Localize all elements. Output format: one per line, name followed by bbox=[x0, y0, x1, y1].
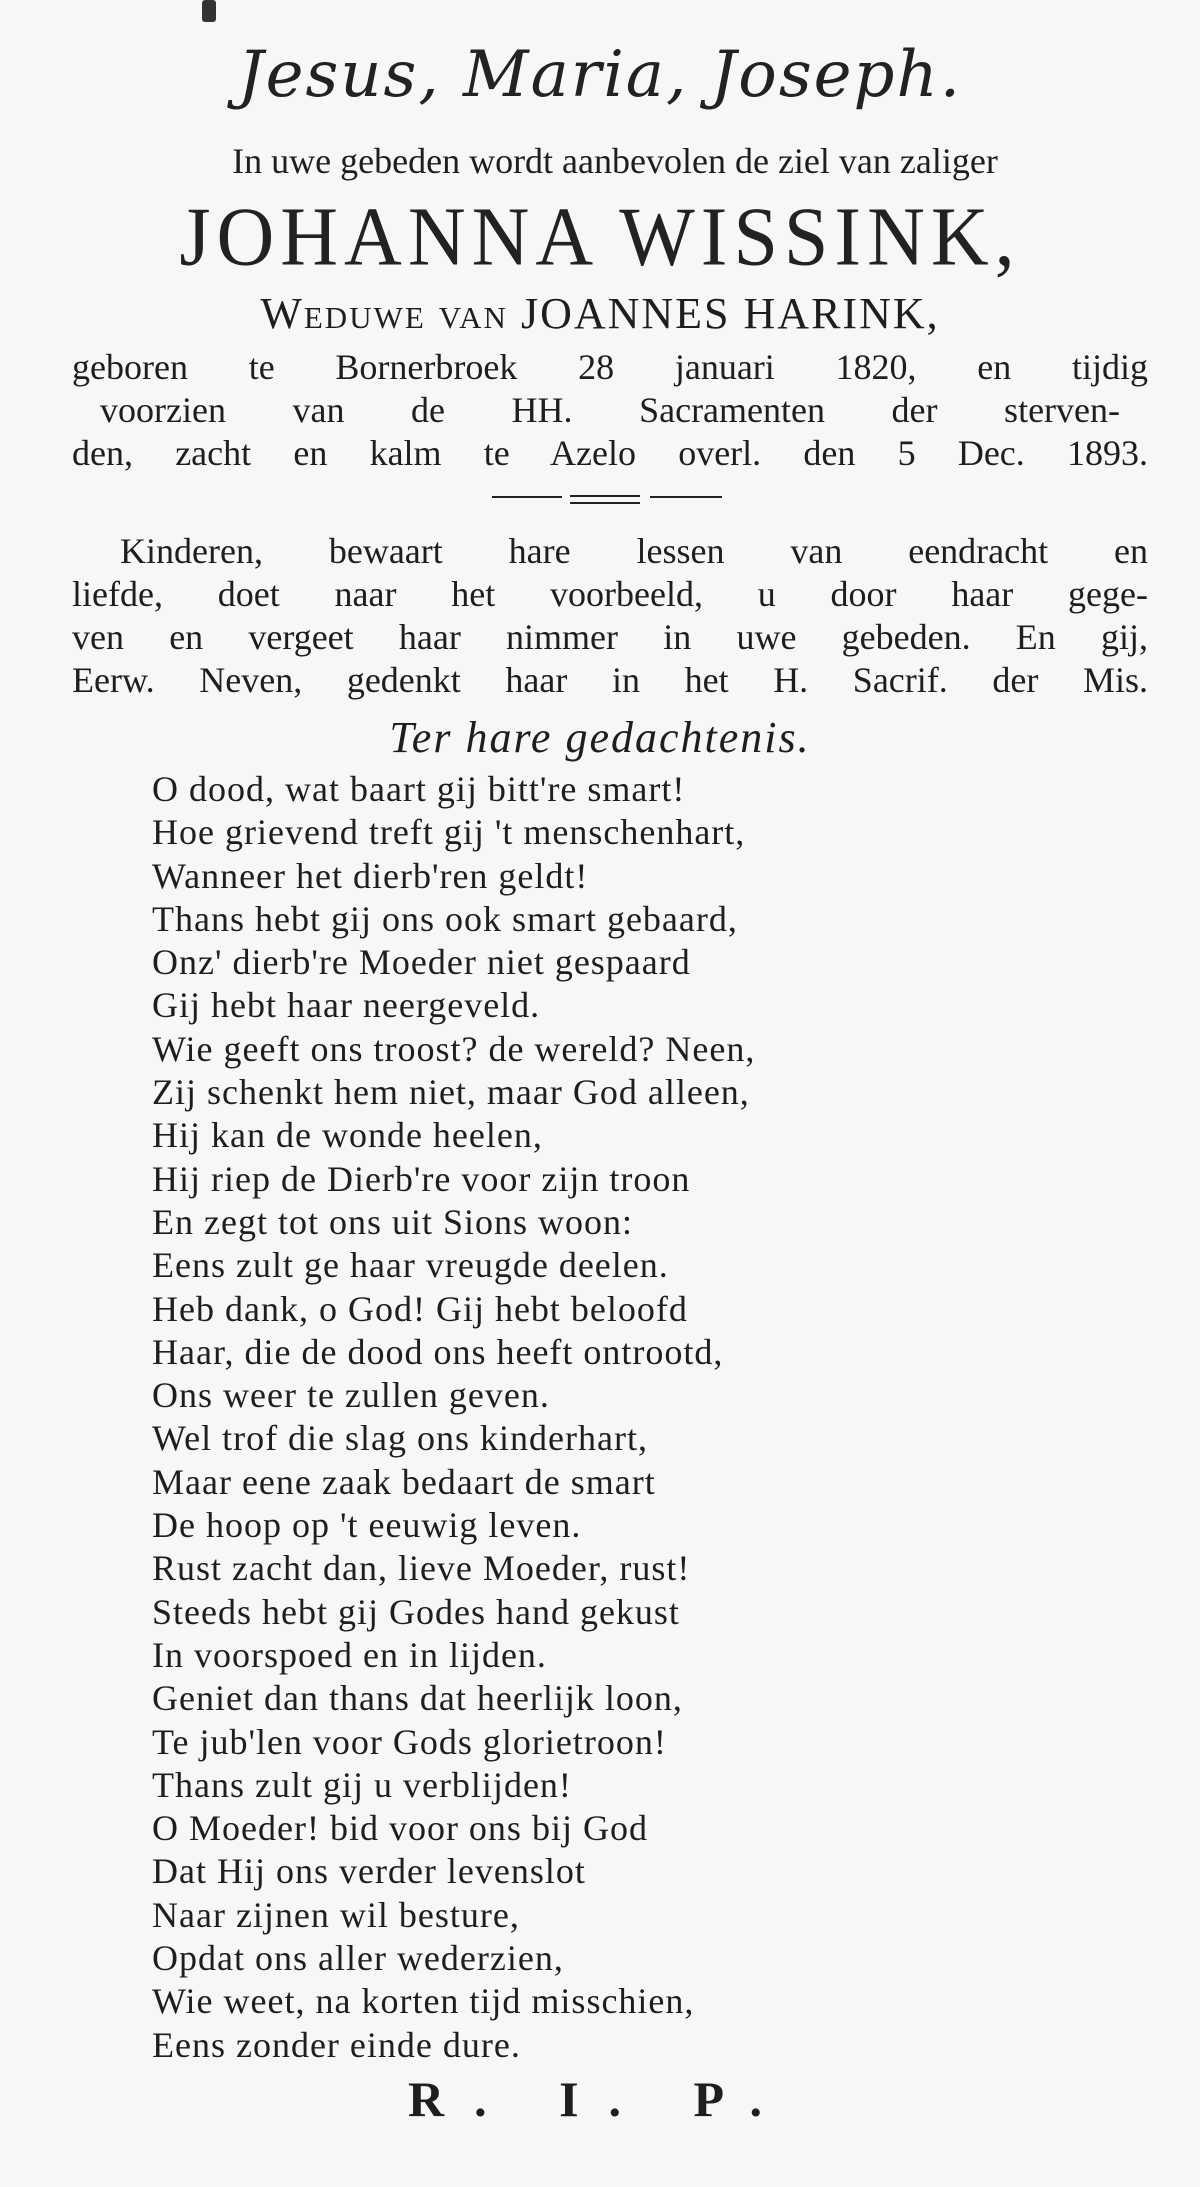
poem-line: Hoe grievend treft gij 't menschenhart, bbox=[152, 812, 746, 853]
poem-line: In voorspoed en in lijden. bbox=[152, 1634, 547, 1675]
exhortation-line: ven en vergeet haar nimmer in uwe gebeden. En gij, bbox=[72, 617, 1148, 657]
poem-line: Naar zijnen wil besture, bbox=[152, 1894, 520, 1935]
memory-title: Ter hare gedachtenis. bbox=[389, 713, 811, 762]
poem-line: Maar eene zaak bedaart de smart bbox=[152, 1461, 656, 1502]
bio-line: geboren te Bornerbroek 28 januari 1820, en tijdig bbox=[72, 347, 1148, 387]
ornamental-divider bbox=[0, 494, 1200, 508]
poem-line: O dood, wat baart gij bitt're smart! bbox=[152, 769, 686, 809]
poem-line: De hoop op 't eeuwig leven. bbox=[152, 1505, 582, 1546]
husband-name: JOANNES HARINK, bbox=[520, 289, 940, 338]
poem-line: Haar, die de dood ons heeft ontrootd, bbox=[152, 1331, 724, 1372]
exhortation-line: Kinderen, bewaart hare lessen van eendracht en bbox=[120, 531, 1148, 571]
rip-closing: R. I. P. bbox=[407, 2071, 793, 2127]
poem-line: Wie geeft ons troost? de wereld? Neen, bbox=[152, 1028, 756, 1069]
poem-line: Gij hebt haar neergeveld. bbox=[152, 985, 541, 1026]
poem-line: Geniet dan thans dat heerlijk loon, bbox=[152, 1678, 683, 1719]
bio-line: voorzien van de HH. Sacramenten der sterven- bbox=[100, 390, 1120, 430]
poem-line: Steeds hebt gij Godes hand gekust bbox=[152, 1591, 680, 1632]
poem-line: Wie weet, na korten tijd misschien, bbox=[152, 1981, 695, 2022]
poem-line: Eens zult ge haar vreugde deelen. bbox=[152, 1245, 669, 1286]
poem-line: Opdat ons aller wederzien, bbox=[152, 1938, 564, 1979]
poem-line: Rust zacht dan, lieve Moeder, rust! bbox=[152, 1548, 691, 1589]
poem-line: Dat Hij ons verder levenslot bbox=[152, 1851, 586, 1892]
widow-line bbox=[60, 288, 1140, 339]
poem-line: Thans zult gij u verblijden! bbox=[152, 1764, 572, 1805]
exhortation-paragraph bbox=[72, 530, 1148, 702]
poem-line: Onz' dierb're Moeder niet gespaard bbox=[152, 942, 691, 983]
invocation-heading: Jesus, Maria, Joseph. bbox=[237, 38, 963, 112]
memorial-poem bbox=[152, 768, 1052, 2067]
poem-line: Wel trof die slag ons kinderhart, bbox=[152, 1418, 648, 1459]
poem-line: Eens zonder einde dure. bbox=[152, 2024, 521, 2065]
poem-line: Ons weer te zullen geven. bbox=[152, 1375, 550, 1416]
poem-line: Thans hebt gij ons ook smart gebaard, bbox=[152, 898, 738, 939]
deceased-name: JOHANNA WISSINK, bbox=[179, 190, 1021, 284]
bio-line: den, zacht en kalm te Azelo overl. den 5 Dec. 1893. bbox=[72, 433, 1148, 473]
exhortation-line: liefde, doet naar het voorbeeld, u door haar gege- bbox=[72, 574, 1148, 614]
recommendation-text: In uwe gebeden wordt aanbevolen de ziel van zaliger bbox=[232, 141, 998, 181]
widow-prefix: Weduwe van bbox=[260, 289, 508, 338]
poem-line: O Moeder! bid voor ons bij God bbox=[152, 1808, 648, 1849]
poem-line: Hij riep de Dierb're voor zijn troon bbox=[152, 1158, 691, 1199]
ink-speck bbox=[202, 0, 216, 22]
poem-line: Hij kan de wonde heelen, bbox=[152, 1115, 543, 1156]
poem-line: Heb dank, o God! Gij hebt beloofd bbox=[152, 1288, 688, 1329]
poem-line: Zij schenkt hem niet, maar God alleen, bbox=[152, 1072, 750, 1113]
poem-line: Wanneer het dierb'ren geldt! bbox=[152, 855, 589, 896]
poem-line: En zegt tot ons uit Sions woon: bbox=[152, 1201, 633, 1242]
exhortation-line: Eerw. Neven, gedenkt haar in het H. Sacrif. der Mis. bbox=[72, 660, 1148, 700]
biography-paragraph bbox=[72, 346, 1148, 475]
poem-line: Te jub'len voor Gods glorietroon! bbox=[152, 1721, 667, 1762]
